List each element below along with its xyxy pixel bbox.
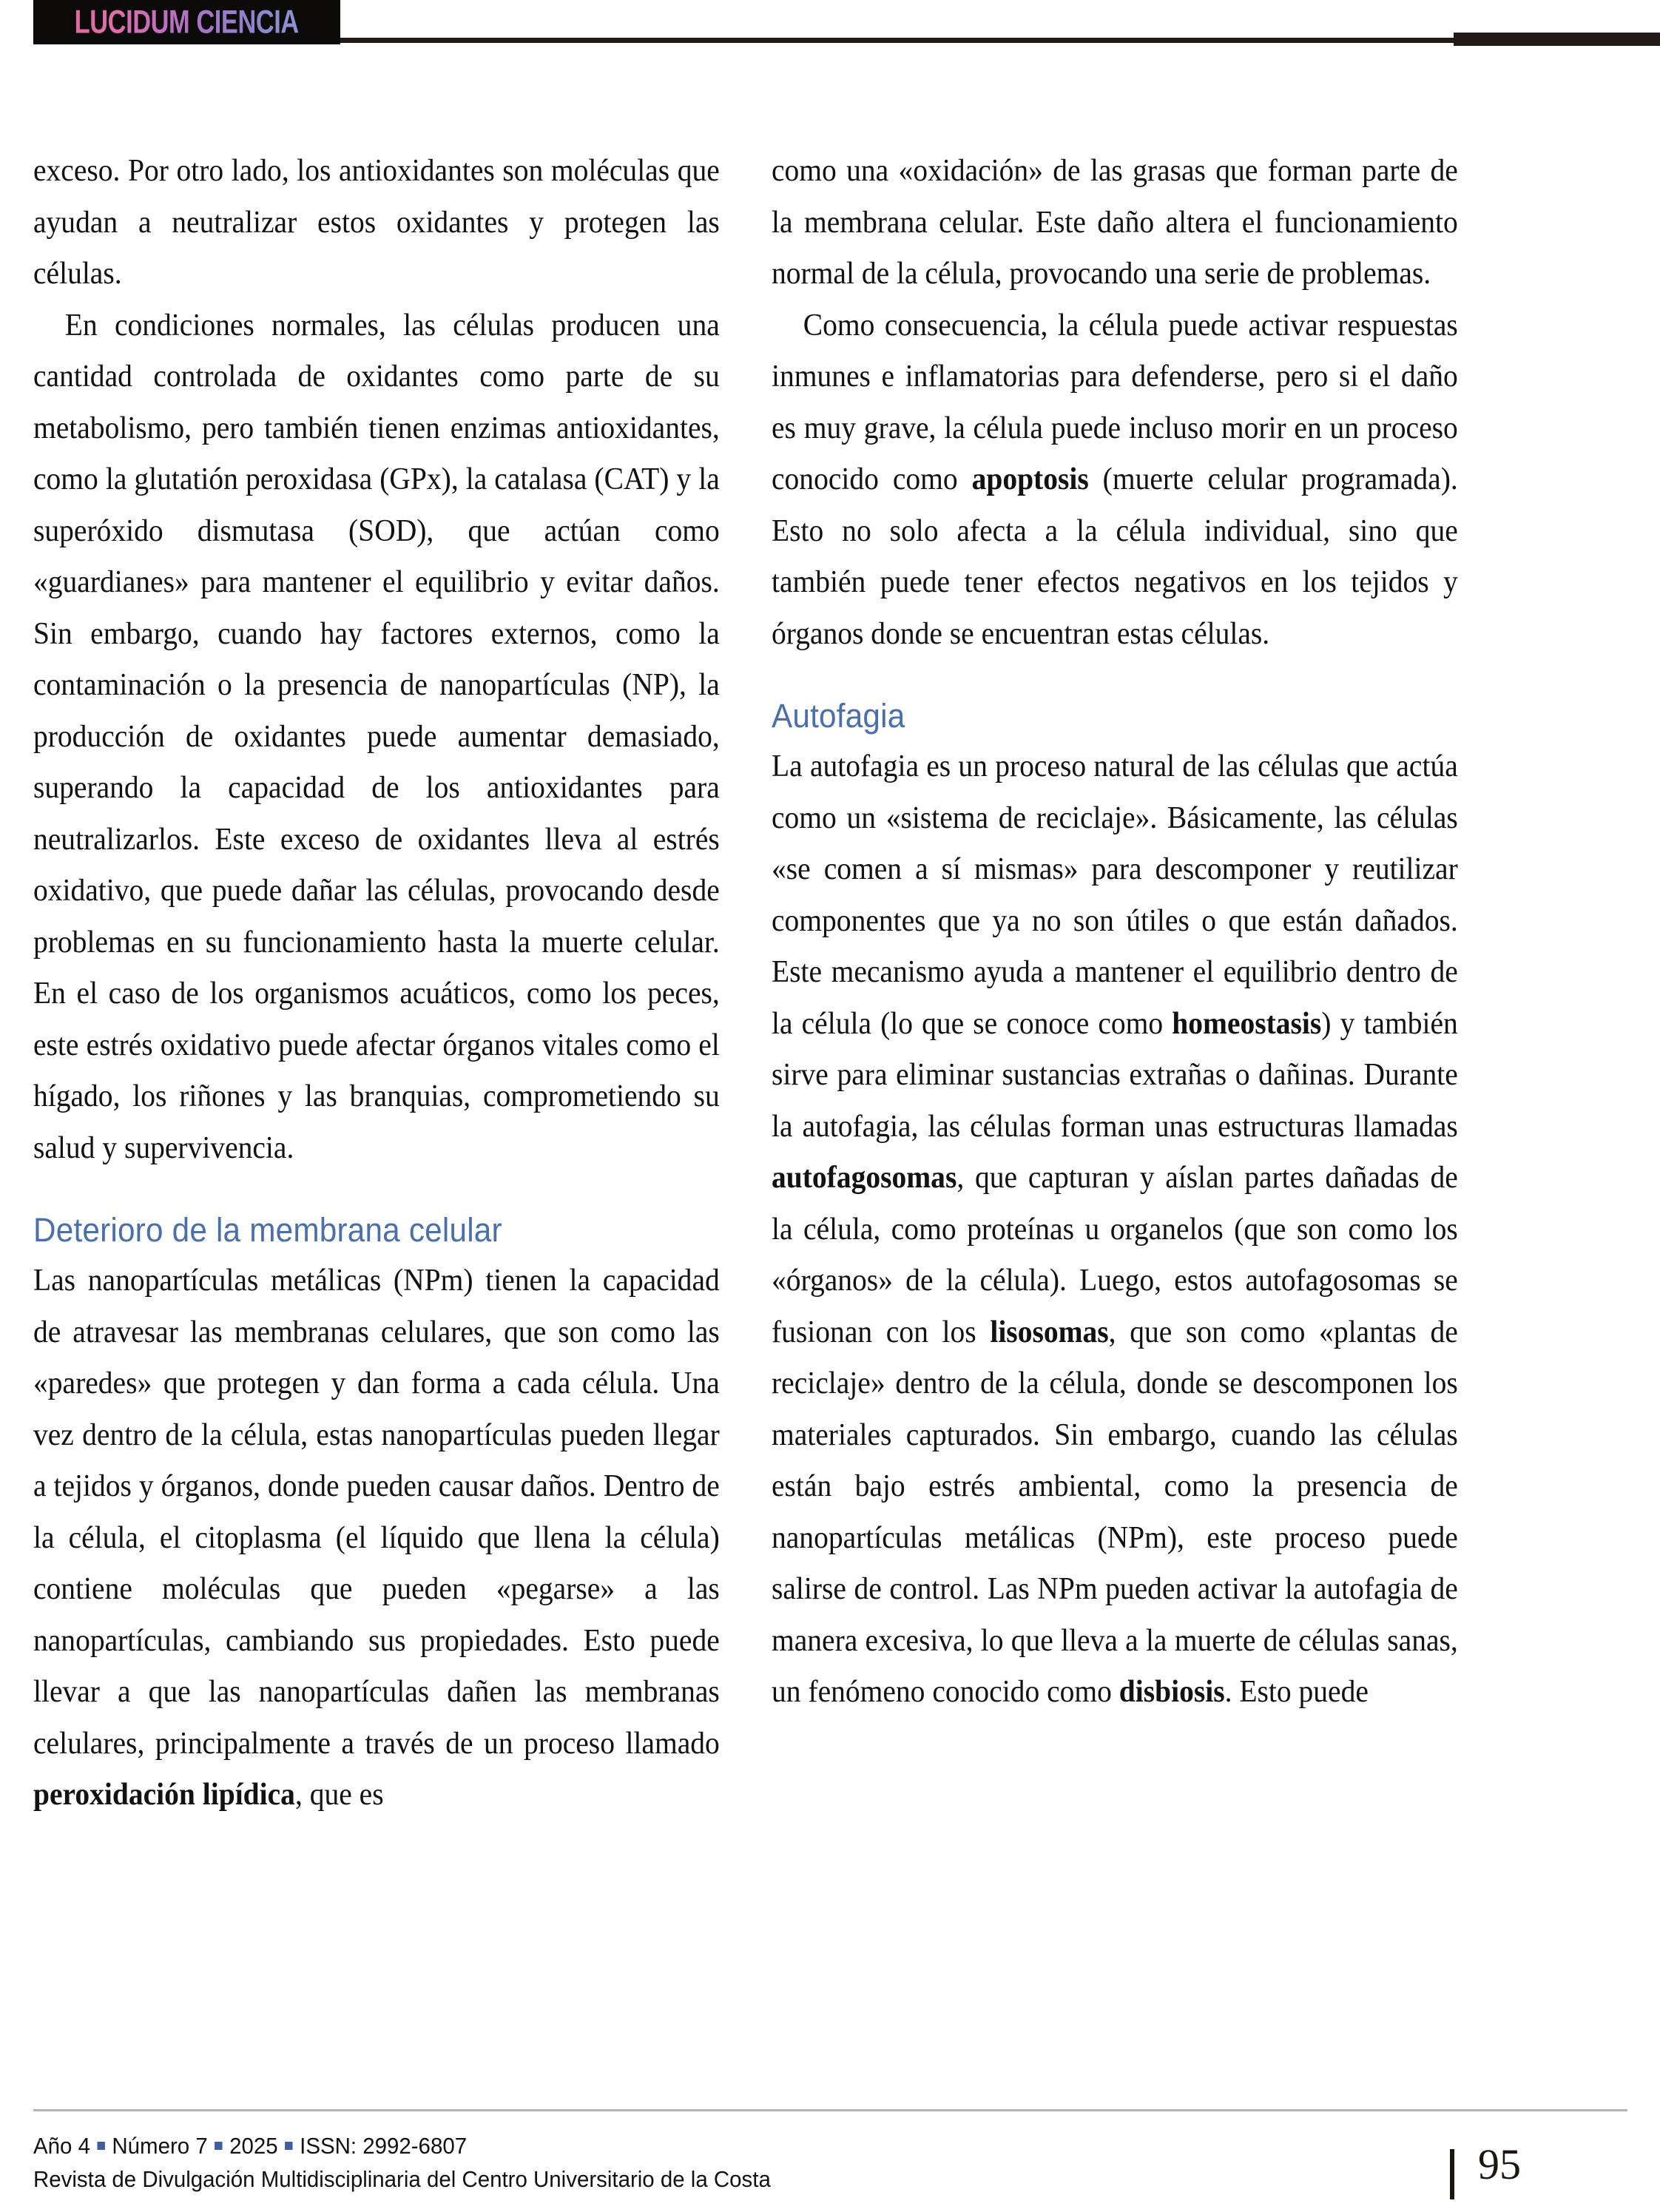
term-lisosomas: lisosomas — [990, 1314, 1109, 1349]
footer-publication-info — [33, 2129, 771, 2196]
text-run-pre-apoptosis: Como consecuencia, la célula puede activar respuestas inmunes e inflamatorias para defenderse, pero si el daño es muy grave, la célula puede incluso morir en un proceso conocido como — [772, 307, 1458, 496]
text-run-post-bold: , que es — [294, 1777, 384, 1812]
term-apoptosis: apoptosis — [971, 462, 1089, 496]
square-separator-icon — [285, 2142, 292, 2150]
term-autofagosomas: autofagosomas — [772, 1160, 957, 1195]
footer-issn: ISSN: 2992-6807 — [300, 2133, 468, 2159]
masthead-title: LUCIDUM CIENCIA — [74, 3, 300, 41]
page-number-rule — [1450, 2149, 1454, 2199]
header-rule-accent-block — [1454, 33, 1660, 46]
heading-deterioro-membrana: Deterioro de la membrana celular — [33, 1211, 502, 1249]
footer-line-issue — [33, 2129, 771, 2162]
paragraph-continuation: exceso. Por otro lado, los antioxidantes son moléculas que ayudan a neutralizar estos oxidantes y protegen las células. — [33, 153, 720, 291]
paragraph-autofagia — [772, 741, 1458, 1718]
left-column — [33, 145, 720, 1821]
text-run-autofagia-4: , que son como «plantas de reciclaje» dentro de la célula, donde se descomponen los materiales capturados. Sin embargo, cuando las células están bajo estrés ambiental, como la presencia de nanopartículas metálicas (NPm), este proceso puede salirse de control. Las NPm pueden activar la autofagia de manera excesiva, lo que lleva a la muerte de células sanas, un fenómeno conocido como — [772, 1314, 1458, 1709]
paragraph-oxidation-continuation: como una «oxidación» de las grasas que forman parte de la membrana celular. Este daño altera el funcionamiento normal de la célula, provocando una serie de problemas. — [772, 153, 1458, 291]
footer-year: Año 4 — [33, 2133, 90, 2159]
term-disbiosis: disbiosis — [1119, 1674, 1225, 1709]
paragraph-membrane-damage — [33, 1255, 720, 1821]
page-number: 95 — [1478, 2140, 1521, 2188]
masthead-logo-box — [33, 0, 340, 44]
paragraph-consequence — [772, 300, 1458, 660]
square-separator-icon — [215, 2142, 222, 2150]
text-run-autofagia-3: , que capturan y aíslan partes dañadas de la célula, como proteínas u organelos (que son como los «órganos» de la célula). Luego, estos autofagosomas se fusionan con los — [772, 1160, 1458, 1349]
heading-autofagia: Autofagia — [772, 697, 905, 735]
right-column — [772, 145, 1458, 1718]
term-homeostasis: homeostasis — [1172, 1005, 1322, 1041]
text-run-autofagia-2: ) y también sirve para eliminar sustancias extrañas o dañinas. Durante la autofagia, las células forman unas estructuras llamadas — [772, 1005, 1458, 1144]
square-separator-icon — [97, 2142, 104, 2150]
footer-date: 2025 — [229, 2133, 278, 2159]
footer-divider — [33, 2109, 1627, 2111]
paragraph-normal-conditions: En condiciones normales, las células producen una cantidad controlada de oxidantes como parte de su metabolismo, pero también tienen enzimas antioxidantes, como la glutatión peroxidasa (GPx), la catalasa (CAT) y la superóxido dismutasa (SOD), que actúan como «guardianes» para mantener el equilibrio y evitar daños. Sin embargo, cuando hay factores externos, como la contaminación o la presencia de nanopartículas (NP), la producción de oxidantes puede aumentar demasiado, superando la capacidad de los antioxidantes para neutralizarlos. Este exceso de oxidantes lleva al estrés oxidativo, que puede dañar las células, provocando desde problemas en su funcionamiento hasta la muerte celular. En el caso de los organismos acuáticos, como los peces, este estrés oxidativo puede afectar órganos vitales como el hígado, los riñones y las branquias, comprometiendo su salud y supervivencia. — [33, 307, 720, 1165]
text-run-pre-bold: Las nanopartículas metálicas (NPm) tienen la capacidad de atravesar las membranas celulares, que son como las «paredes» que protegen y dan forma a cada célula. Una vez dentro de la célula, estas nanopartículas pueden llegar a tejidos y órganos, donde pueden causar daños. Dentro de la célula, el citoplasma (el líquido que llena la célula) contiene moléculas que pueden «pegarse» a las nanopartículas, cambiando sus propiedades. Esto puede llevar a que las nanopartículas dañen las membranas celulares, principalmente a través de un proceso llamado — [33, 1263, 720, 1761]
term-peroxidacion-lipidica: peroxidación lipídica — [33, 1777, 295, 1812]
footer-line-journal: Revista de Divulgación Multidisciplinaria del Centro Universitario de la Costa — [33, 2166, 771, 2192]
text-run-post-apoptosis: (muerte celular programada). Esto no solo afecta a la célula individual, sino que también puede tener efectos negativos en los tejidos y órganos donde se encuentran estas células. — [772, 462, 1458, 651]
header-rule — [340, 38, 1454, 43]
footer-number: Número 7 — [112, 2133, 208, 2159]
text-run-autofagia-1: La autofagia es un proceso natural de las células que actúa como un «sistema de reciclaje». Básicamente, las células «se comen a sí mismas» para descomponer y reutilizar componentes que ya no son útiles o que están dañados. Este mecanismo ayuda a mantener el equilibrio dentro de la célula (lo que se conoce como — [772, 749, 1458, 1041]
text-run-autofagia-5: . Esto puede — [1224, 1674, 1369, 1709]
